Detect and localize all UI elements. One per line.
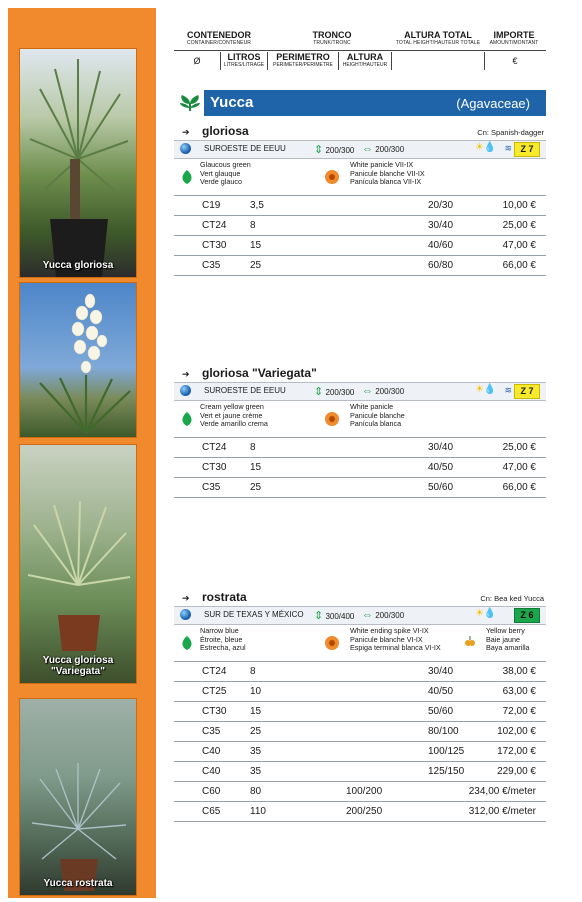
litres: 8 [250, 666, 256, 677]
trunk-range [314, 143, 354, 156]
section-head [174, 122, 546, 140]
perimeter: 100/200 [346, 786, 383, 797]
origin-bar [174, 382, 546, 401]
price: 25,00 € [502, 220, 536, 231]
leaf-icon [180, 169, 194, 188]
product-section [174, 588, 546, 822]
litres: 3,5 [250, 200, 264, 211]
leaf-icon [180, 411, 194, 430]
table-row [174, 781, 546, 801]
table-row [174, 761, 546, 781]
price: 66,00 € [502, 260, 536, 271]
product-section [174, 364, 546, 498]
wind-icon: ≋ [504, 385, 512, 395]
litres: 8 [250, 220, 256, 231]
fruit-line: Baya amarilla [486, 643, 530, 652]
container-code: C35 [202, 260, 221, 271]
litres: 10 [250, 686, 262, 697]
litres: 15 [250, 706, 262, 717]
price: 172,00 € [497, 746, 536, 757]
price: 63,00 € [502, 686, 536, 697]
container-code: C40 [202, 766, 221, 777]
photo-caption: Yucca gloriosa [42, 260, 114, 271]
flower-line: Panícula blanca [350, 419, 402, 428]
header-importe [486, 30, 542, 46]
perimeter: 200/250 [346, 806, 383, 817]
leaf-line: Estrecha, azul [200, 643, 246, 652]
leaf-icon [180, 635, 194, 654]
header-altura-total-sub: TOTAL HEIGHT/HAUTEUR TOTALE [395, 40, 481, 46]
litres: 25 [250, 726, 262, 737]
header-altura-total [390, 30, 486, 46]
container-code: C65 [202, 806, 221, 817]
yucca-flower-illustration [20, 283, 136, 437]
total-height: 80/100 [428, 726, 459, 737]
arrow-right-icon: ➔ [182, 369, 190, 379]
table-row [174, 437, 546, 457]
litres: 15 [250, 240, 262, 251]
fruit-line: Baie jaune [486, 634, 520, 644]
sun-icon: ☀ [475, 142, 484, 153]
hardiness-zone-badge: Z 6 [514, 608, 540, 623]
common-name: Cn: Spanish-dagger [477, 128, 544, 137]
fruit-icon [464, 635, 476, 650]
section-head [174, 364, 546, 382]
litres: 8 [250, 442, 256, 453]
plant-logo-icon [178, 93, 202, 113]
table-row [174, 741, 546, 761]
hardiness-zone-badge: Z 7 [514, 384, 540, 399]
container-code: C60 [202, 786, 221, 797]
total-height: 30/40 [428, 666, 454, 677]
header-importe-sub: AMOUNT/MONTANT [489, 40, 539, 46]
total-height: 50/60 [428, 706, 454, 717]
header-tronco-label: TRONCO [312, 30, 352, 40]
leaf-line: Vert glauque [200, 168, 241, 178]
photo-yucca-flower [19, 282, 137, 438]
litres: 15 [250, 462, 262, 473]
genus-name: Yucca [210, 94, 254, 111]
total-height: 40/60 [428, 240, 454, 251]
table-row [174, 235, 546, 255]
leaf-line: Narrow blue [200, 626, 239, 635]
price: 234,00 €/meter [468, 786, 536, 797]
section-head [174, 588, 546, 606]
total-height: 40/50 [428, 462, 454, 473]
litres: 25 [250, 260, 262, 271]
price: 10,00 € [502, 200, 536, 211]
header-tronco [304, 30, 360, 46]
table-row [174, 681, 546, 701]
price: 25,00 € [502, 442, 536, 453]
trunk-value: 200/300 [325, 146, 355, 155]
photo-yucca-gloriosa-variegata [19, 444, 137, 684]
total-height: 30/40 [428, 442, 454, 453]
total-height: 40/50 [428, 686, 454, 697]
flower-line: White panicle [350, 402, 394, 411]
table-row [174, 195, 546, 215]
price: 47,00 € [502, 240, 536, 251]
table-row [174, 255, 546, 276]
header-currency: € [484, 52, 545, 70]
table-row [174, 477, 546, 498]
container-code: CT30 [202, 240, 227, 251]
yucca-gloriosa-illustration [20, 49, 136, 277]
flower-line: Panicule blanche VI-IX [350, 634, 423, 644]
price: 38,00 € [502, 666, 536, 677]
container-code: C35 [202, 726, 221, 737]
flower-icon [324, 411, 340, 430]
price: 102,00 € [497, 726, 536, 737]
container-code: C35 [202, 482, 221, 493]
litres: 110 [250, 806, 266, 817]
leaf-description [200, 161, 251, 187]
height-range [362, 385, 404, 397]
header-altura [339, 52, 392, 70]
header-diameter: Ø [174, 52, 221, 70]
table-row [174, 661, 546, 681]
trunk-value: 200/300 [325, 388, 355, 397]
description [174, 401, 546, 437]
vertical-arrows-icon: ⇕ [314, 386, 324, 398]
litres: 25 [250, 482, 262, 493]
height-range [362, 609, 404, 621]
flower-line: Espiga terminal blanca VI-IX [350, 643, 441, 652]
container-code: CT30 [202, 706, 227, 717]
origin-bar [174, 140, 546, 159]
origin-bar [174, 606, 546, 625]
container-code: CT24 [202, 666, 227, 677]
origin-text: SUR DE TEXAS Y MÉXICO [204, 610, 304, 619]
trunk-range [314, 609, 354, 622]
horizontal-arrows-icon: ⇔ [362, 609, 373, 621]
leaf-description [200, 403, 268, 429]
vertical-arrows-icon: ⇕ [314, 144, 324, 156]
price: 312,00 €/meter [468, 806, 536, 817]
yucca-variegata-illustration [20, 445, 136, 683]
leaf-line: Étroite, bleue [200, 634, 243, 644]
fruit-description [486, 627, 530, 653]
leaf-line: Verde amarillo crema [200, 419, 268, 428]
wind-icon: ≋ [504, 143, 512, 153]
leaf-line: Glaucous green [200, 160, 251, 169]
price: 72,00 € [502, 706, 536, 717]
common-name: Cn: Bea ked Yucca [480, 594, 544, 603]
container-code: CT24 [202, 220, 227, 231]
header-perimetro-sub: PERIMETER/PERIMETRE [273, 62, 333, 68]
container-code: C40 [202, 746, 221, 757]
sun-icon: ☀ [475, 384, 484, 395]
water-drop-icon: 💧 [483, 142, 496, 153]
header-importe-label: IMPORTE [493, 30, 535, 40]
container-code: CT25 [202, 686, 227, 697]
total-height: 30/40 [428, 220, 454, 231]
table-row [174, 801, 546, 822]
species-title: gloriosa [202, 124, 249, 138]
globe-icon [180, 143, 191, 154]
flower-line: Panicule blanche [350, 410, 405, 420]
header-contenedor-sub: CONTAINER/CONTENEUR [186, 40, 252, 46]
leaf-line: Cream yellow green [200, 402, 264, 411]
total-height: 60/80 [428, 260, 454, 271]
photo-yucca-gloriosa [19, 48, 137, 278]
water-drop-icon: 💧 [483, 384, 496, 395]
header-litros-label: LITROS [227, 52, 261, 62]
globe-icon [180, 385, 191, 396]
flower-icon [324, 169, 340, 188]
horizontal-arrows-icon: ⇔ [362, 143, 373, 155]
table-row [174, 721, 546, 741]
photo-caption: Yucca rostrata [43, 878, 113, 889]
total-height: 20/30 [428, 200, 454, 211]
leaf-description [200, 627, 246, 653]
header-divider [174, 50, 546, 51]
genus-bar [204, 90, 546, 116]
description [174, 159, 546, 195]
genus-band [174, 90, 546, 116]
origin-text: SUROESTE DE EEUU [204, 144, 286, 153]
trunk-value: 300/400 [325, 612, 355, 621]
litres: 35 [250, 746, 262, 757]
header-altura-label: ALTURA [346, 52, 384, 62]
yucca-rostrata-illustration [20, 699, 136, 895]
table-row [174, 701, 546, 721]
price: 66,00 € [502, 482, 536, 493]
photo-caption: Yucca gloriosa "Variegata" [42, 655, 114, 677]
price: 229,00 € [497, 766, 536, 777]
photo-sidebar [8, 8, 156, 898]
total-height: 100/125 [428, 746, 465, 757]
flower-description [350, 627, 441, 653]
total-height: 50/60 [428, 482, 454, 493]
header-contenedor [184, 30, 254, 46]
total-height: 125/150 [428, 766, 465, 777]
species-title: rostrata [202, 590, 247, 604]
header-altura-total-label: ALTURA TOTAL [404, 30, 472, 40]
height-value: 200/300 [375, 145, 405, 154]
header-litros [221, 52, 268, 70]
description [174, 625, 546, 661]
arrow-right-icon: ➔ [182, 127, 190, 137]
species-title: gloriosa "Variegata" [202, 366, 317, 380]
origin-text: SUROESTE DE EEUU [204, 386, 286, 395]
flower-description [350, 161, 425, 187]
litres: 35 [250, 766, 262, 777]
header-altura-sub: HEIGHT/HAUTEUR [342, 62, 388, 68]
product-section [174, 122, 546, 276]
container-code: C19 [202, 200, 221, 211]
column-header [174, 28, 546, 72]
header-perimetro-label: PERIMETRO [276, 52, 330, 62]
header-tronco-sub: TRUNK/TRONC [313, 40, 351, 46]
container-code: CT30 [202, 462, 227, 473]
arrow-right-icon: ➔ [182, 593, 190, 603]
price: 47,00 € [502, 462, 536, 473]
flower-icon [324, 635, 340, 654]
height-range [362, 143, 404, 155]
header-perimetro [268, 52, 339, 70]
flower-description [350, 403, 405, 429]
sun-icon: ☀ [475, 608, 484, 619]
hardiness-zone-badge: Z 7 [514, 142, 540, 157]
header-contenedor-label: CONTENEDOR [186, 30, 251, 40]
trunk-range [314, 385, 354, 398]
flower-line: White ending spike VI-IX [350, 626, 429, 635]
vertical-arrows-icon: ⇕ [314, 610, 324, 622]
leaf-line: Vert et jaune crème [200, 410, 263, 420]
litres: 80 [250, 786, 262, 797]
globe-icon [180, 609, 191, 620]
flower-line: Panícula blanca VII-IX [350, 177, 422, 186]
photo-yucca-rostrata [19, 698, 137, 896]
container-code: CT24 [202, 442, 227, 453]
leaf-line: Verde glauco [200, 177, 242, 186]
flower-line: White panicle VII-IX [350, 160, 414, 169]
horizontal-arrows-icon: ⇔ [362, 385, 373, 397]
flower-line: Panicule blanche VII-IX [350, 168, 425, 178]
table-row [174, 457, 546, 477]
height-value: 200/300 [375, 611, 405, 620]
table-row [174, 215, 546, 235]
fruit-line: Yellow berry [486, 626, 525, 635]
header-litros-sub: LITRES/LITRAGE [223, 62, 265, 68]
water-drop-icon: 💧 [483, 608, 496, 619]
genus-family: (Agavaceae) [456, 96, 530, 111]
height-value: 200/300 [375, 387, 405, 396]
